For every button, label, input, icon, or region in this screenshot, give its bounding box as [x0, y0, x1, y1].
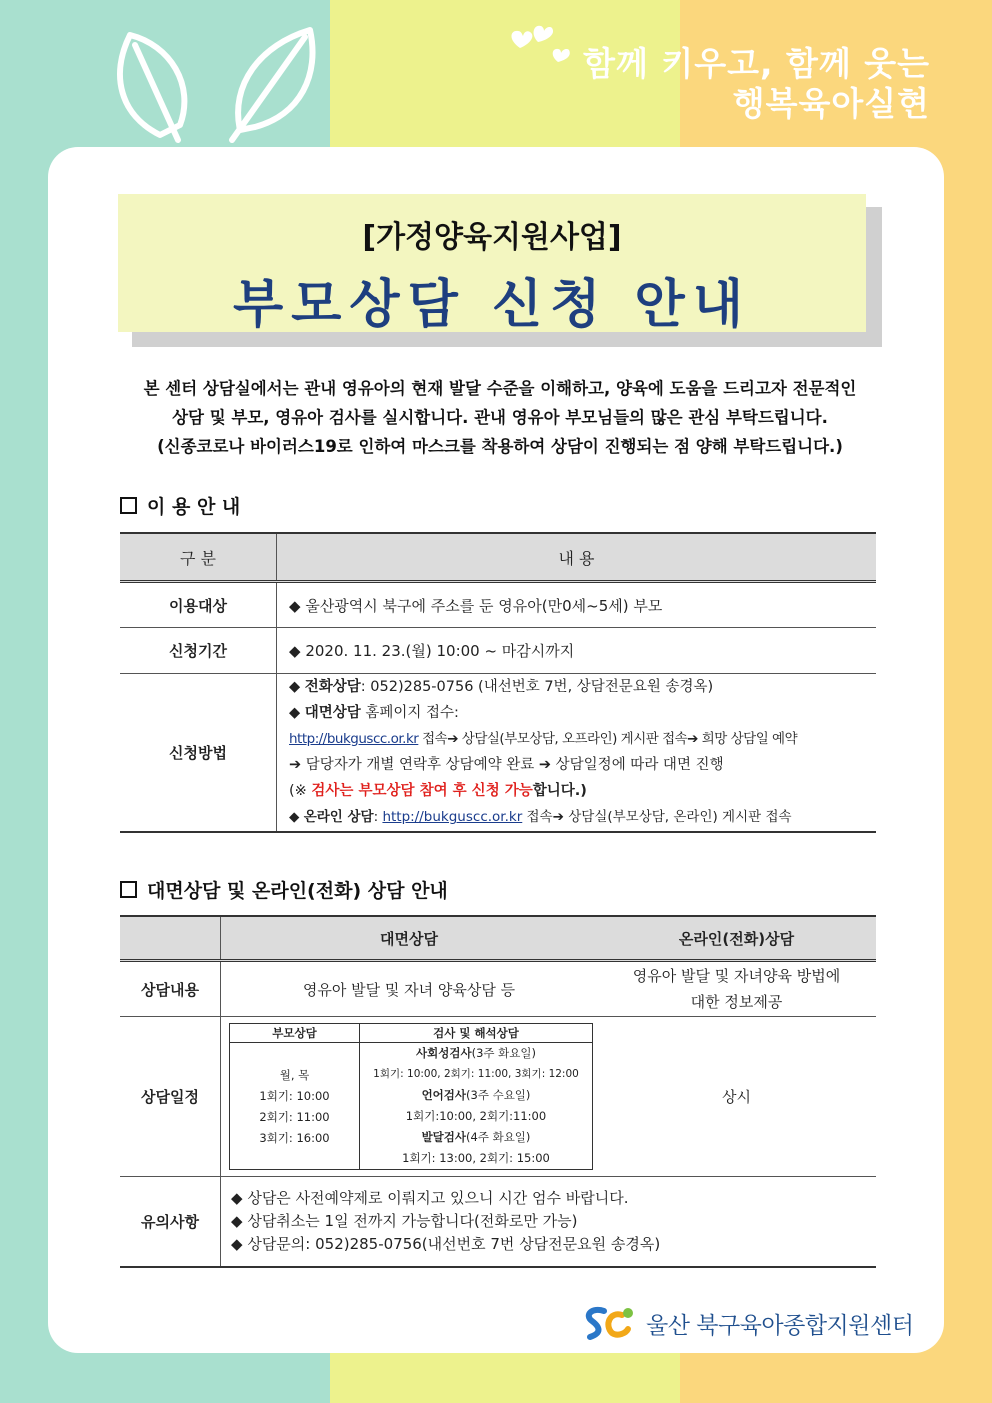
method-phone [289, 674, 864, 700]
row-value-target [277, 582, 877, 628]
target-value: 울산광역시 북구에 주소를 둔 영유아(만0세~5세) 부모 [305, 596, 663, 615]
language-test-when: (3주 수요일) [466, 1088, 531, 1102]
diamond-bullet-icon: ◆ [289, 679, 301, 696]
table-row [120, 1017, 876, 1177]
row-label-method: 신청방법 [120, 674, 277, 832]
table-header-row [120, 533, 876, 582]
row-label-content: 상담내용 [120, 961, 221, 1017]
diamond-bullet-icon: ◆ [231, 1188, 243, 1207]
intro-line-2: 상담 및 부모, 영유아 검사를 실시합니다. 관내 영유아 부모님들의 많은 관심 부탁드립니다. [172, 408, 828, 427]
development-test [360, 1127, 592, 1148]
method-note [289, 778, 864, 804]
center-logo-icon [582, 1303, 640, 1343]
inner-header-parent: 부모상담 [230, 1024, 360, 1043]
online-colon: : [373, 809, 383, 826]
slogan-line-2: 행복육아실현 [732, 84, 930, 123]
table-row [120, 961, 876, 1017]
note-text-3: 상담문의: 052)285-0756(내선번호 7번 상담전문요원 송경옥) [247, 1234, 661, 1253]
table-row [120, 628, 876, 674]
diamond-bullet-icon: ◆ [289, 596, 301, 615]
content-online [597, 961, 876, 1017]
program-subtitle: [가정양육지원사업] [362, 220, 622, 255]
row-value-period [277, 628, 877, 674]
note-item [231, 1210, 875, 1233]
checkbox-square-icon [120, 881, 137, 898]
visit-value: 홈페이지 접수: [360, 705, 459, 722]
schedule-visit [221, 1017, 598, 1177]
schedule-online: 상시 [597, 1017, 876, 1177]
method-online [289, 804, 864, 830]
table-row [120, 1177, 876, 1267]
header-online: 온라인(전화)상담 [597, 916, 876, 961]
hearts-icon [508, 18, 578, 66]
row-value-method [277, 674, 877, 832]
section-usage-title-text: 이 용 안 내 [147, 496, 241, 518]
development-test-when: (4주 화요일) [466, 1130, 531, 1144]
section-usage-title [120, 492, 240, 519]
online-path: 접속➔ 상담실(부모상담, 온라인) 게시판 접속 [522, 809, 792, 826]
counsel-table [120, 915, 876, 1268]
period-value: 2020. 11. 23.(월) 10:00 ~ 마감시까지 [305, 642, 575, 660]
social-test-when: (3주 화요일) [471, 1046, 536, 1060]
note-item [231, 1233, 875, 1256]
header-category: 구 분 [120, 533, 277, 582]
inner-header-test: 검사 및 해석상담 [360, 1024, 593, 1043]
language-test [360, 1085, 592, 1106]
header-visit: 대면상담 [221, 916, 598, 961]
table-row [120, 674, 876, 832]
content-online-line-1: 영유아 발달 및 자녀양육 방법에 [632, 967, 841, 985]
table-header-row [120, 916, 876, 961]
row-label-period: 신청기간 [120, 628, 277, 674]
test-schedule [360, 1043, 593, 1170]
content-online-line-2: 대한 정보제공 [690, 993, 783, 1011]
title-box [118, 194, 866, 335]
social-test-title: 사회성검사 [416, 1046, 472, 1060]
row-label-schedule: 상담일정 [120, 1017, 221, 1177]
visit-label: 대면상담 [304, 705, 361, 722]
diamond-bullet-icon: ◆ [289, 809, 300, 826]
section-counsel-title [120, 876, 448, 903]
language-test-times: 1회기:10:00, 2회기:11:00 [405, 1109, 547, 1123]
page-title: 부모상담 신청 안내 [232, 275, 752, 335]
homepage-link-online[interactable]: http://bukguscc.or.kr [382, 809, 523, 826]
parent-days: 월, 목 [279, 1068, 310, 1082]
intro-line-3: (신종코로나 바이러스19로 인하여 마스크를 착용하여 상담이 진행되는 점 양해 부탁드립니다.) [157, 437, 843, 456]
organization-logo [582, 1303, 913, 1343]
parent-slot-1: 1회기: 10:00 [259, 1089, 330, 1103]
language-test-title: 언어검사 [421, 1088, 467, 1102]
online-label: 온라인 상담 [303, 809, 374, 826]
phone-label: 전화상담 [304, 679, 361, 696]
header-content: 내 용 [277, 533, 877, 582]
note-warning: 검사는 부모상담 참여 후 신청 가능 [311, 783, 533, 800]
note-open: (※ [289, 783, 312, 800]
visit-path: 접속➔ 상담실(부모상담, 오프라인) 게시판 접속➔ 희망 상담일 예약 [418, 731, 798, 748]
social-test [360, 1043, 592, 1064]
method-visit-next: ➔ 담당자가 개별 연락후 상담예약 완료 ➔ 상담일정에 따라 대면 진행 [289, 757, 724, 774]
note-text-1: 상담은 사전예약제로 이뤄지고 있으니 시간 엄수 바랍니다. [247, 1188, 629, 1207]
usage-table [120, 532, 876, 833]
intro-paragraph [110, 374, 890, 461]
diamond-bullet-icon: ◆ [289, 642, 301, 660]
parent-schedule [230, 1043, 360, 1170]
diamond-bullet-icon: ◆ [231, 1234, 243, 1253]
development-test-title: 발달검사 [421, 1130, 467, 1144]
header-blank [120, 916, 221, 961]
social-test-times: 1회기: 10:00, 2회기: 11:00, 3회기: 12:00 [373, 1068, 579, 1080]
note-item [231, 1187, 875, 1210]
schedule-inner-table [229, 1023, 593, 1170]
content-visit: 영유아 발달 및 자녀 양육상담 등 [221, 961, 598, 1017]
slogan [583, 44, 930, 124]
slogan-line-1: 함께 키우고, 함께 웃는 [583, 44, 930, 83]
leaf-icon [110, 15, 330, 145]
organization-name: 울산 북구육아종합지원센터 [646, 1312, 914, 1339]
row-label-target: 이용대상 [120, 582, 277, 628]
intro-line-1: 본 센터 상담실에서는 관내 영유아의 현재 발달 수준을 이해하고, 양육에 도움을 드리고자 전문적인 [143, 379, 857, 398]
homepage-link[interactable]: http://bukguscc.or.kr [289, 731, 419, 748]
method-visit-path [289, 726, 864, 752]
diamond-bullet-icon: ◆ [289, 705, 301, 722]
diamond-bullet-icon: ◆ [231, 1211, 243, 1230]
notes-content [221, 1177, 877, 1267]
table-row [120, 582, 876, 628]
phone-value: : 052)285-0756 (내선번호 7번, 상담전문요원 송경옥) [360, 679, 714, 696]
section-counsel-title-text: 대면상담 및 온라인(전화) 상담 안내 [147, 880, 448, 902]
checkbox-square-icon [120, 497, 137, 514]
parent-slot-2: 2회기: 11:00 [259, 1110, 330, 1124]
method-visit [289, 700, 864, 726]
note-text-2: 상담취소는 1일 전까지 가능합니다(전화로만 가능) [247, 1211, 578, 1230]
development-test-times: 1회기: 13:00, 2회기: 15:00 [402, 1151, 550, 1165]
note-close: 합니다.) [532, 783, 587, 800]
row-label-notes: 유의사항 [120, 1177, 221, 1267]
parent-slot-3: 3회기: 16:00 [259, 1131, 330, 1145]
